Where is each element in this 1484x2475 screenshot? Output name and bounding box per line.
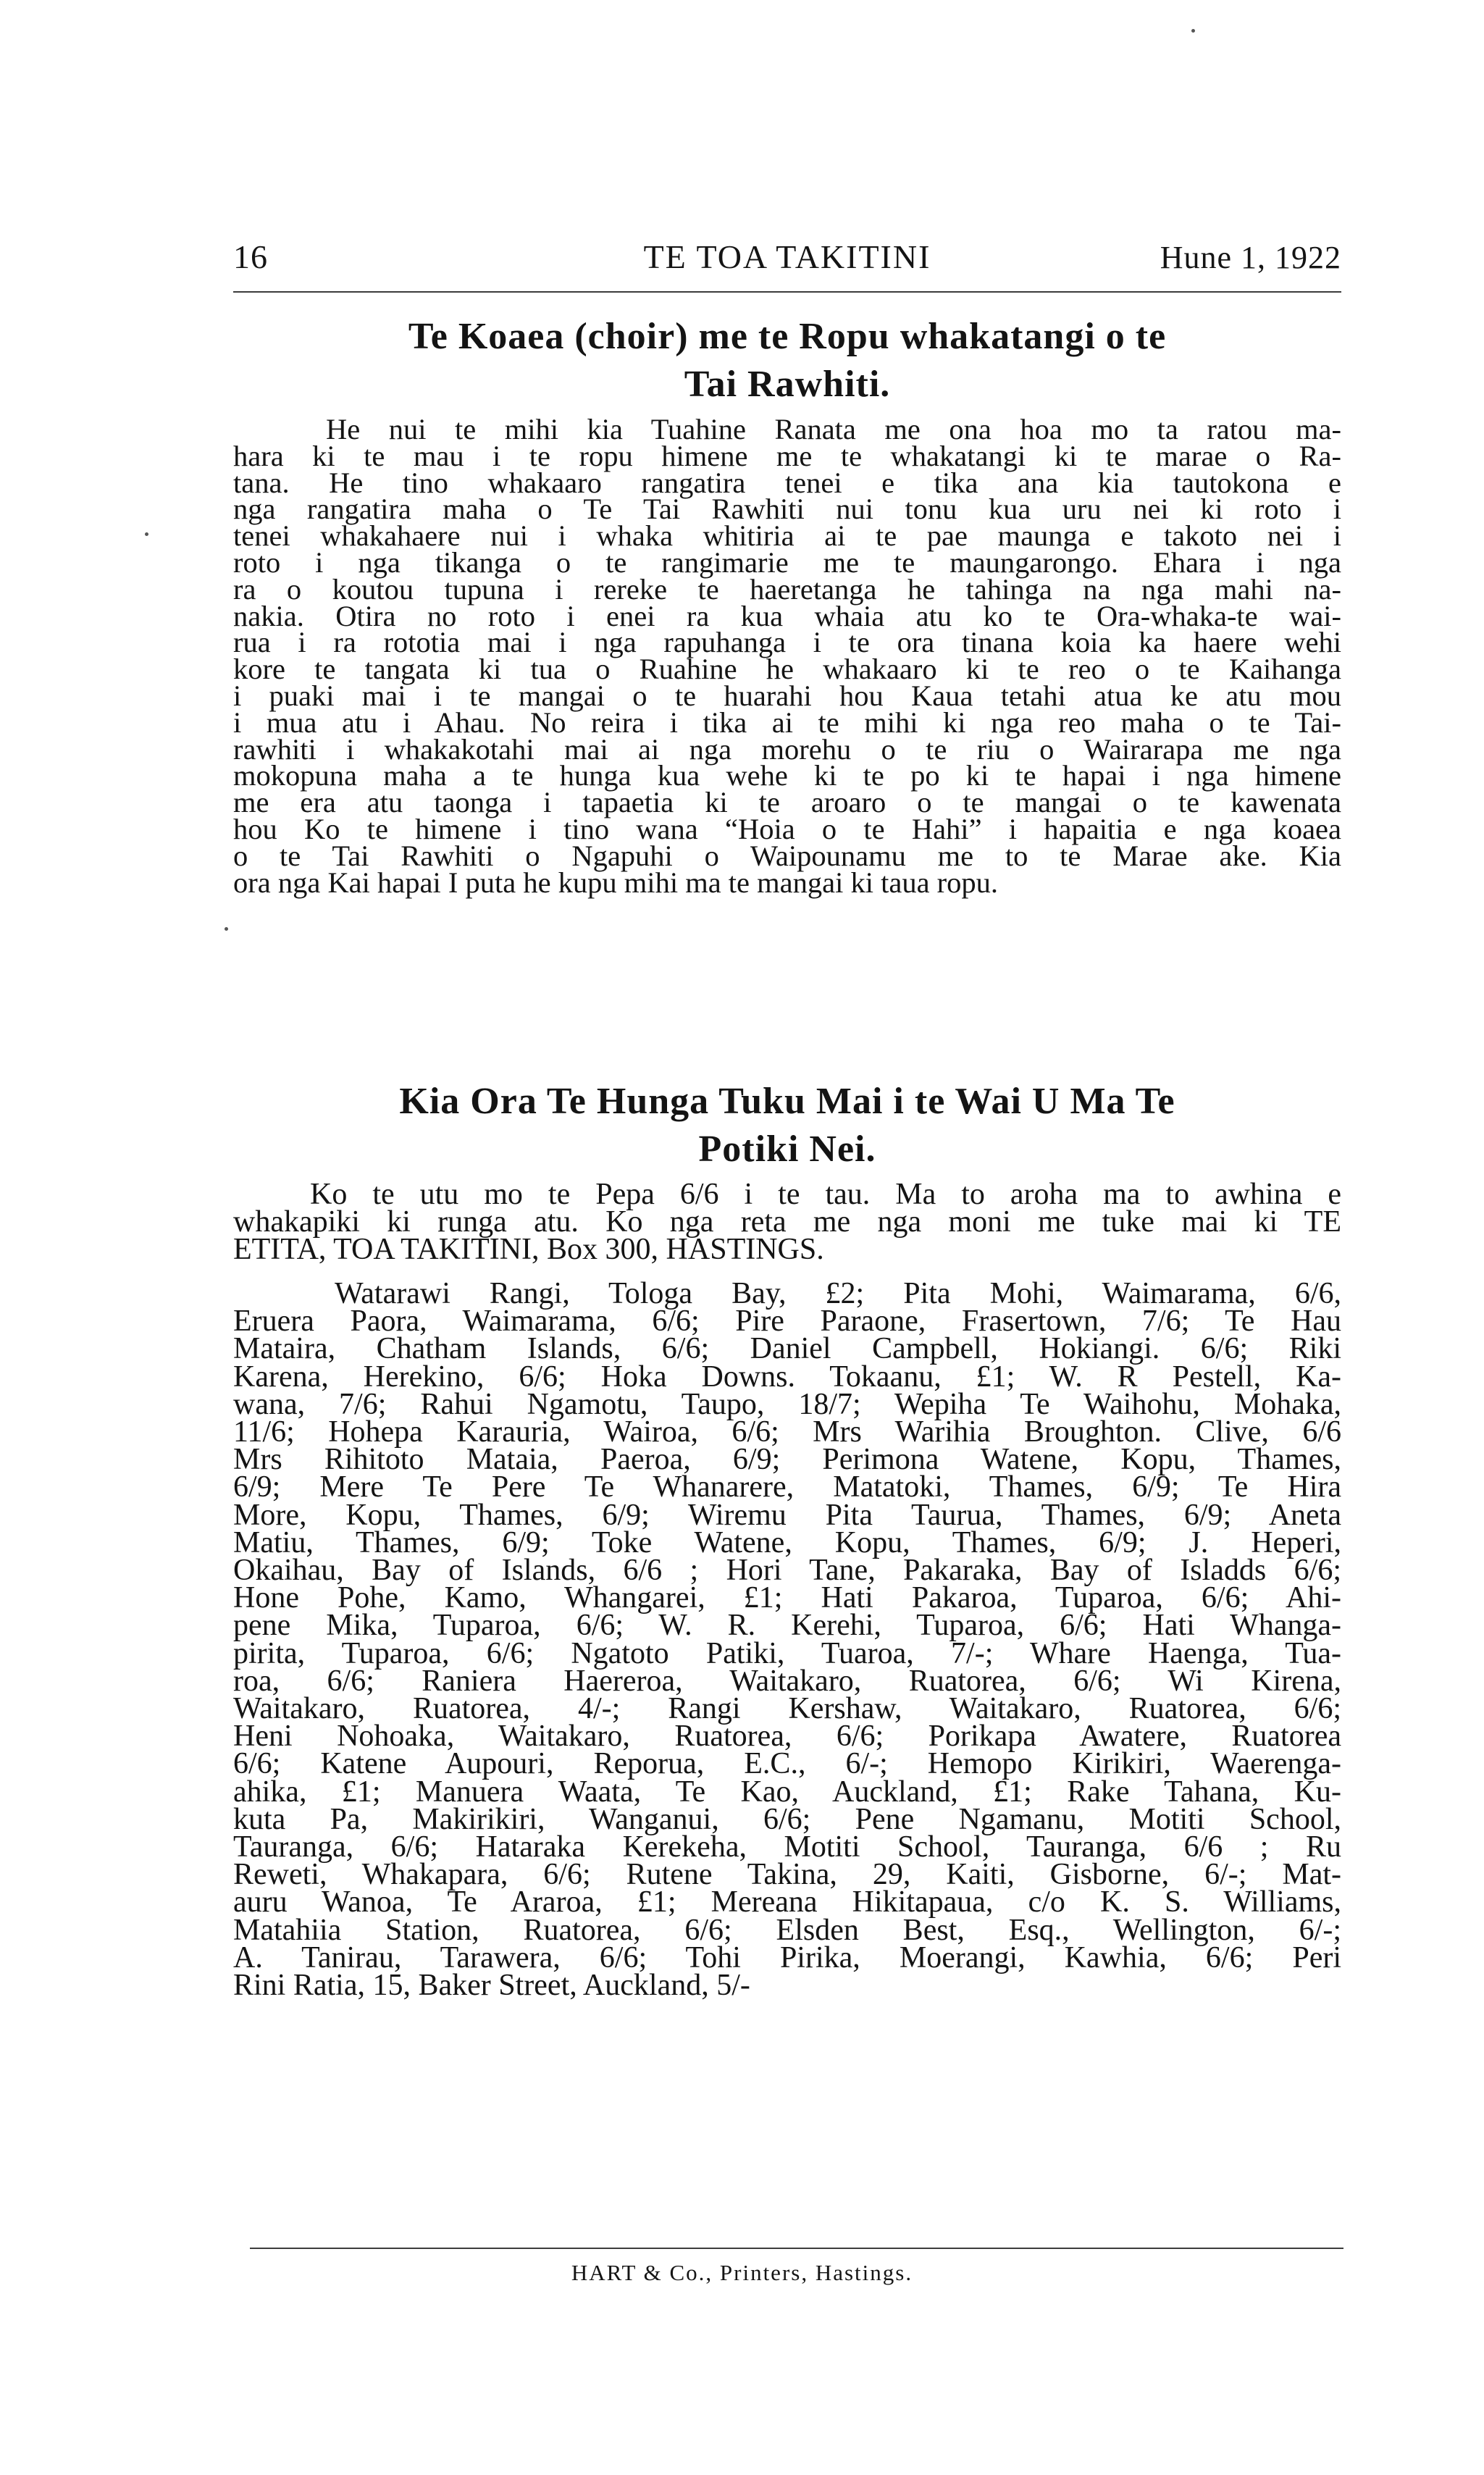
article1-heading-line1: Te Koaea (choir) me te Ropu whakatangi o te <box>408 316 1167 357</box>
contributor-list-line: wana, 7/6; Rahui Ngamotu, Taupo, 18/7; Wepiha Te Waihohu, Mohaka, <box>233 1387 1341 1421</box>
contributor-list-line: pene Mika, Tuparoa, 6/6; W. R. Kerehi, Tuparoa, 6/6; Hati Whanga- <box>233 1609 1341 1643</box>
article1-heading-line2: Tai Rawhiti. <box>684 364 891 405</box>
article2-heading-line1: Kia Ora Te Hunga Tuku Mai i te Wai U Ma Te <box>399 1081 1175 1122</box>
issue-date: Hune 1, 1922 <box>1160 240 1341 275</box>
article1-body-line: nakia. Otira no roto i enei ra kua whaia atu ko te Ora-whaka-te wai- <box>233 599 1341 632</box>
speck <box>1191 29 1195 33</box>
article1-body-line: kore te tangata ki tua o Ruahine he whakaaro ki te reo o te Kaihanga <box>233 653 1341 686</box>
contributor-list-line: Reweti, Whakapara, 6/6; Rutene Takina, 29, Kaiti, Gisborne, 6/-; Mat- <box>233 1858 1341 1892</box>
header-rule <box>233 291 1341 293</box>
speck <box>225 927 228 931</box>
article1-body-line: roto i nga tikanga o te rangimarie me te maungarongo. Ehara i nga <box>233 545 1341 579</box>
contributor-list-line: Karena, Herekino, 6/6; Hoka Downs. Tokaanu, £1; W. R Pestell, Ka- <box>233 1360 1341 1394</box>
article1-body-line: He nui te mihi kia Tuahine Ranata me ona hoa mo ta ratou ma- <box>326 413 1341 445</box>
article1-body-line: rua i ra rototia mai i nga rapuhanga i te ora tinana koia ka haere wehi <box>233 626 1341 659</box>
contributor-list-line: A. Tanirau, Tarawera, 6/6; Tohi Pirika, Moerangi, Kawhia, 6/6; Peri <box>233 1940 1341 1974</box>
article1-body-line: tana. He tino whakaaro rangatira tenei e tika ana kia tautokona e <box>233 466 1341 499</box>
article2-heading <box>233 1078 1341 1173</box>
article1-body <box>233 413 1341 899</box>
article2-heading-line2: Potiki Nei. <box>698 1128 876 1170</box>
article1-body-line: hou Ko te himene i tino wana “Hoia o te Hahi” i hapaitia e nga koaea <box>233 812 1341 845</box>
contributor-list-line: Hone Pohe, Kamo, Whangarei, £1; Hati Pakaroa, Tuparoa, 6/6; Ahi- <box>233 1581 1341 1615</box>
contributor-list-line: Heni Nohoaka, Waitakaro, Ruatorea, 6/6; Porikapa Awatere, Ruatorea <box>233 1720 1341 1754</box>
contributor-list-line: ahika, £1; Manuera Waata, Te Kao, Auckland, £1; Rake Tahana, Ku- <box>233 1775 1341 1809</box>
contributor-list-line: Okaihau, Bay of Islands, 6/6 ; Hori Tane, Pakaraka, Bay of Isladds 6/6; <box>233 1554 1341 1588</box>
contributor-list-line: Matiu, Thames, 6/9; Toke Watene, Kopu, Thames, 6/9; J. Heperi, <box>233 1525 1341 1559</box>
contributor-list-line: 11/6; Hohepa Karauria, Wairoa, 6/6; Mrs Warihia Broughton. Clive, 6/6 <box>233 1415 1341 1449</box>
article1-body-line: ra o koutou tupuna i rereke te haeretanga he tahinga na nga mahi na- <box>233 572 1341 606</box>
page-number: 16 <box>233 238 268 275</box>
contributor-list-line: Mrs Rihitoto Mataia, Paeroa, 6/9; Perimona Watene, Kopu, Thames, <box>233 1443 1341 1477</box>
article1-heading <box>233 313 1341 409</box>
printer-imprint: HART & Co., Printers, Hastings. <box>571 2260 913 2285</box>
article1-body-line: i puaki mai i te mangai o te huarahi hou Kaua tetahi atua ke atu mou <box>233 679 1341 712</box>
article1-body-line: tenei whakahaere nui i whaka whitiria ai te pae maunga e takoto nei i <box>233 519 1341 553</box>
article1-body-line: mokopuna maha a te hunga kua wehe ki te po ki te hapai i nga himene <box>233 759 1341 792</box>
article2-intro-line: Ko te utu mo te Pepa 6/6 i te tau. Ma to aroha ma to awhina e <box>310 1178 1341 1211</box>
article1-body-line: i mua atu i Ahau. No reira i tika ai te mihi ki nga reo maha o te Tai- <box>233 705 1341 739</box>
article1-body-line: nga rangatira maha o Te Tai Rawhiti nui tonu kua uru nei ki roto i <box>233 493 1341 526</box>
article1-body-line: o te Tai Rawhiti o Ngapuhi o Waipounamu me to te Marae ake. Kia <box>233 839 1341 872</box>
footer-rule <box>250 2248 1343 2249</box>
contributor-list-line: roa, 6/6; Raniera Haereroa, Waitakaro, Ruatorea, 6/6; Wi Kirena, <box>233 1664 1341 1698</box>
contributor-list-line: Matahiia Station, Ruatorea, 6/6; Elsden Best, Esq., Wellington, 6/-; <box>233 1913 1341 1947</box>
contributor-list-line: Rini Ratia, 15, Baker Street, Auckland, 5/- <box>233 1969 750 2003</box>
contributor-list-line: 6/9; Mere Te Pere Te Whanarere, Matatoki, Thames, 6/9; Te Hira <box>233 1470 1341 1504</box>
article2-intro-line: whakapiki ki runga atu. Ko nga reta me nga moni me tuke mai ki TE <box>233 1205 1341 1239</box>
contributor-list-line: Watarawi Rangi, Tologa Bay, £2; Pita Mohi, Waimarama, 6/6, <box>335 1277 1341 1310</box>
contributor-list-line: auru Wanoa, Te Araroa, £1; Mereana Hikitapaua, c/o K. S. Williams, <box>233 1885 1341 1919</box>
article1-body-line: rawhiti i whakakotahi mai ai nga morehu o te riu o Wairarapa me nga <box>233 732 1341 766</box>
speck <box>145 532 148 536</box>
article1-body-line: ora nga Kai hapai I puta he kupu mihi ma te mangai ki taua ropu. <box>233 866 999 899</box>
article1-body-line: hara ki te mau i te ropu himene me te whakatangi ki te marae o Ra- <box>233 439 1341 472</box>
contributor-list-line: kuta Pa, Makirikiri, Wanganui, 6/6; Pene Ngamanu, Motiti School, <box>233 1802 1341 1836</box>
contributor-list-line: Tauranga, 6/6; Hataraka Kerekeha, Motiti School, Tauranga, 6/6 ; Ru <box>233 1830 1341 1864</box>
publication-title: TE TOA TAKITINI <box>643 238 931 275</box>
article2-intro-line: ETITA, TOA TAKITINI, Box 300, HASTINGS. <box>233 1233 824 1267</box>
page-header <box>233 238 1341 288</box>
contributor-list-line: 6/6; Katene Aupouri, Reporua, E.C., 6/-; Hemopo Kirikiri, Waerenga- <box>233 1747 1341 1781</box>
contributor-list-line: Waitakaro, Ruatorea, 4/-; Rangi Kershaw, Waitakaro, Ruatorea, 6/6; <box>233 1692 1341 1726</box>
article2-intro <box>233 1178 1341 1267</box>
contributor-list-line: Mataira, Chatham Islands, 6/6; Daniel Campbell, Hokiangi. 6/6; Riki <box>233 1332 1341 1366</box>
contributor-list-line: More, Kopu, Thames, 6/9; Wiremu Pita Taurua, Thames, 6/9; Aneta <box>233 1498 1341 1532</box>
contributor-list-line: pirita, Tuparoa, 6/6; Ngatoto Patiki, Tuaroa, 7/-; Whare Haenga, Tua- <box>233 1636 1341 1670</box>
contributor-list-line: Eruera Paora, Waimarama, 6/6; Pire Paraone, Frasertown, 7/6; Te Hau <box>233 1304 1341 1339</box>
article1-body-line: me era atu taonga i tapaetia ki te aroaro o te mangai o te kawenata <box>233 786 1341 819</box>
article2-contributor-list <box>233 1277 1341 2003</box>
